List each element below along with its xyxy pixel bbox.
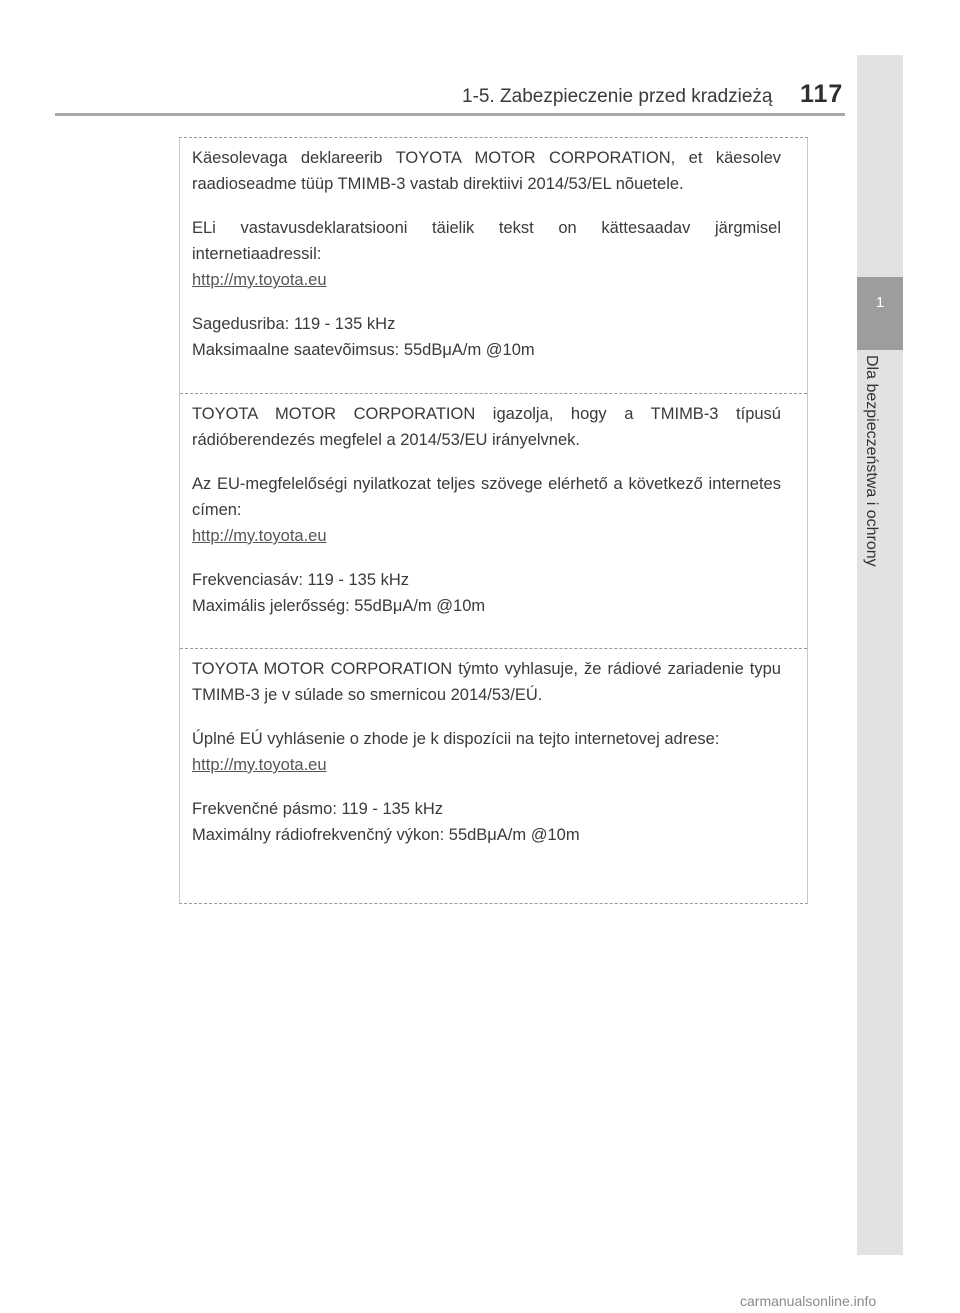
declaration-statement: TOYOTA MOTOR CORPORATION týmto vyhlasuje, že rádiové zariadenie typu TMIMB-3 je v súlade so smernicou 2014/53/EÚ. xyxy=(192,660,781,704)
chapter-title: Dla bezpieczeństwa i ochrony xyxy=(863,355,880,567)
declaration-statement: Käesolevaga deklareerib TOYOTA MOTOR CORPORATION, et käesolev raadioseadme tüüp TMIMB-3 vastab direktiivi 2014/53/EL nõuetele. xyxy=(192,149,781,193)
header-divider xyxy=(55,113,845,116)
chapter-side-tab xyxy=(857,55,903,1255)
page-number: 117 xyxy=(800,80,844,108)
declaration-url-link[interactable]: http://my.toyota.eu xyxy=(192,527,327,545)
declaration-hungarian xyxy=(180,393,807,648)
declaration-estonian xyxy=(180,138,807,393)
declaration-frequency: Frekvenčné pásmo: 119 - 135 kHz xyxy=(192,800,443,818)
declaration-frequency: Frekvenciasáv: 119 - 135 kHz xyxy=(192,571,410,589)
declaration-slovak xyxy=(180,648,807,903)
declaration-url-link[interactable]: http://my.toyota.eu xyxy=(192,756,327,774)
page-header xyxy=(0,0,960,120)
chapter-number-tab: 1 xyxy=(857,277,903,350)
declaration-frequency: Sagedusriba: 119 - 135 kHz xyxy=(192,315,396,333)
declaration-power: Maximális jelerősség: 55dBμA/m @10m xyxy=(192,597,486,615)
declaration-availability: ELi vastavusdeklaratsiooni täielik tekst on kättesaadav järgmisel internetiaadressil: xyxy=(192,219,781,263)
declaration-availability: Az EU-megfelelőségi nyilatkozat teljes szövege elérhető a következő internetes címen: xyxy=(192,475,781,519)
declaration-power: Maximálny rádiofrekvenčný výkon: 55dBμA/m @10m xyxy=(192,826,580,844)
declaration-availability: Úplné EÚ vyhlásenie o zhode je k dispozícii na tejto internetovej adrese: xyxy=(192,730,720,748)
declaration-statement: TOYOTA MOTOR CORPORATION igazolja, hogy a TMIMB-3 típusú rádióberendezés megfelel a 2014/53/EU irányelvnek. xyxy=(192,405,781,449)
declaration-power: Maksimaalne saatevõimsus: 55dBμA/m @10m xyxy=(192,341,535,359)
declaration-url-link[interactable]: http://my.toyota.eu xyxy=(192,271,327,289)
section-title: 1-5. Zabezpieczenie przed kradzieżą xyxy=(462,86,773,107)
watermark-text: carmanualsonline.info xyxy=(740,1293,877,1309)
declaration-box xyxy=(179,137,808,904)
